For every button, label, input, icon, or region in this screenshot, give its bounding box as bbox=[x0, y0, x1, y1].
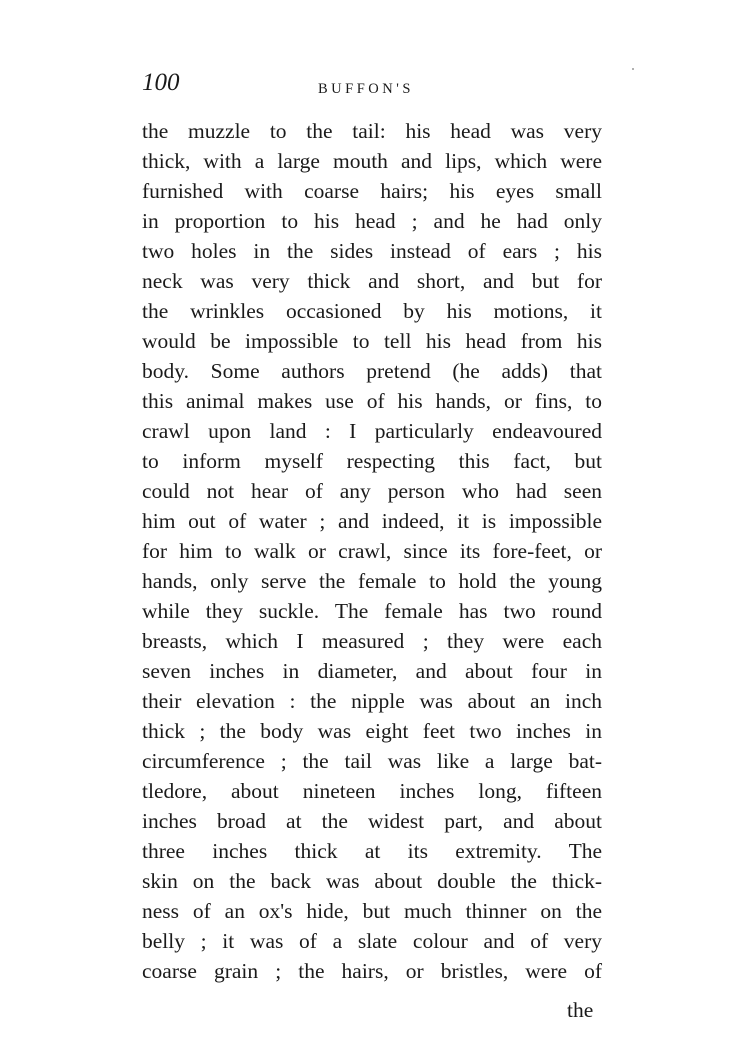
text-line: hands, only serve the female to hold the young bbox=[142, 569, 602, 593]
text-line: their elevation : the nipple was about an inch bbox=[142, 689, 602, 713]
text-line: neck was very thick and short, and but for bbox=[142, 269, 602, 293]
running-head: BUFFON'S bbox=[318, 81, 414, 97]
body-text bbox=[142, 116, 602, 986]
text-line: body. Some authors pretend (he adds) that bbox=[142, 359, 602, 383]
text-line: belly ; it was of a slate colour and of very bbox=[142, 929, 602, 953]
text-line: circumference ; the tail was like a large bat- bbox=[142, 749, 602, 773]
text-line: the muzzle to the tail: his head was very bbox=[142, 119, 602, 143]
text-line: this animal makes use of his hands, or fins, to bbox=[142, 389, 602, 413]
text-line: three inches thick at its extremity. The bbox=[142, 839, 602, 863]
page-number: 100 bbox=[142, 69, 180, 96]
text-line: crawl upon land : I particularly endeavoured bbox=[142, 419, 602, 443]
text-line: tledore, about nineteen inches long, fifteen bbox=[142, 779, 602, 803]
text-line: thick ; the body was eight feet two inches in bbox=[142, 719, 602, 743]
text-line: would be impossible to tell his head from his bbox=[142, 329, 602, 353]
text-line: two holes in the sides instead of ears ; his bbox=[142, 239, 602, 263]
text-line: furnished with coarse hairs; his eyes small bbox=[142, 179, 602, 203]
catchword: the bbox=[567, 998, 594, 1022]
text-line: the wrinkles occasioned by his motions, it bbox=[142, 299, 602, 323]
text-line: could not hear of any person who had seen bbox=[142, 479, 602, 503]
text-line: breasts, which I measured ; they were each bbox=[142, 629, 602, 653]
text-line: coarse grain ; the hairs, or bristles, were of bbox=[142, 959, 602, 983]
text-line: seven inches in diameter, and about four in bbox=[142, 659, 602, 683]
text-line: ness of an ox's hide, but much thinner on the bbox=[142, 899, 602, 923]
text-line: while they suckle. The female has two round bbox=[142, 599, 602, 623]
text-line: thick, with a large mouth and lips, which were bbox=[142, 149, 602, 173]
text-line: inches broad at the widest part, and about bbox=[142, 809, 602, 833]
text-line: skin on the back was about double the thick- bbox=[142, 869, 602, 893]
text-line: to inform myself respecting this fact, but bbox=[142, 449, 602, 473]
paper-speck bbox=[632, 68, 634, 70]
text-line: for him to walk or crawl, since its fore-feet, or bbox=[142, 539, 602, 563]
text-line: him out of water ; and indeed, it is impossible bbox=[142, 509, 602, 533]
text-line: in proportion to his head ; and he had only bbox=[142, 209, 602, 233]
